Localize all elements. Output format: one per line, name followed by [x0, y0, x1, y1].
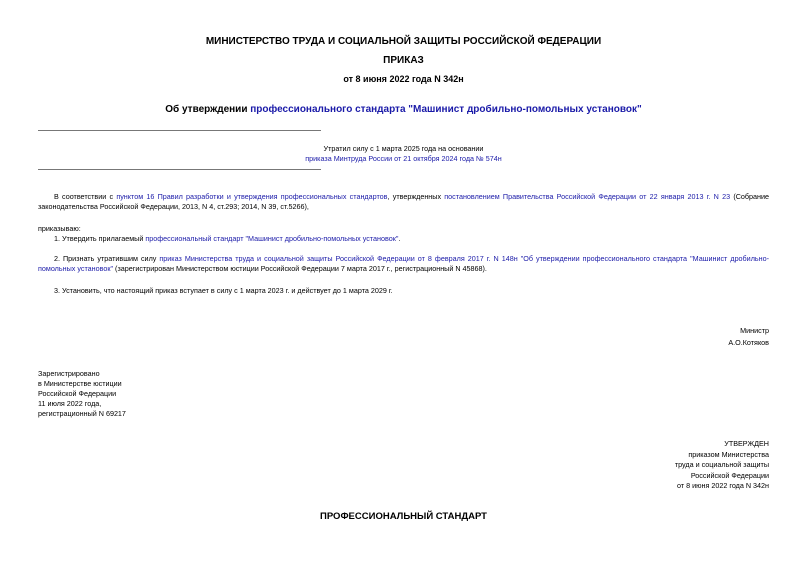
- approved-line-2: приказом Министерства: [688, 449, 769, 459]
- order-item-2: [38, 254, 769, 274]
- registration-line-2: в Министерстве юстиции: [38, 379, 122, 388]
- item2-text-2: (зарегистрирован Министерством юстиции Российской Федерации 7 марта 2017 г., регистрационный N 45868).: [113, 264, 487, 273]
- registration-line-3: Российской Федерации: [38, 389, 117, 398]
- approved-line-4: Российской Федерации: [690, 470, 769, 480]
- standard-heading: ПРОФЕССИОНАЛЬНЫЙ СТАНДАРТ: [320, 511, 487, 522]
- preamble-text-2: , утвержденных: [387, 192, 445, 201]
- preamble-text-3: (Собрание законодательства Российской Федерации, 2013, N 4, ст.293; 2014, N 39, ст.5266),: [38, 192, 769, 211]
- signature-block: [728, 325, 769, 348]
- order-word: приказываю:: [38, 224, 81, 233]
- item2-text-1: 2. Признать утратившим силу: [54, 254, 160, 263]
- registration-line-4: 11 июля 2022 года,: [38, 399, 102, 408]
- registration-line-5: регистрационный N 69217: [38, 409, 126, 418]
- item1-text-1: 1. Утвердить прилагаемый: [54, 234, 146, 243]
- item2-order-link[interactable]: приказ Министерства труда и социальной защиты Российской Федерации от 8 февраля 2017 г. N 148н "Об утверждении профессионального стандарта "Машинист дробильно-помольных установок": [38, 254, 769, 273]
- expired-note-link[interactable]: приказа Минтруда России от 21 октября 2024 года № 574н: [305, 154, 502, 163]
- doc-title-prefix: Об утверждении: [165, 104, 251, 115]
- item1-text-2: .: [398, 234, 401, 243]
- item1-standard-link[interactable]: профессиональный стандарт "Машинист дробильно-помольных установок": [145, 234, 399, 243]
- approved-line-5: от 8 июня 2022 года N 342н: [676, 481, 769, 490]
- preamble-paragraph: [38, 192, 769, 212]
- preamble-link-rules[interactable]: пунктом 16 Правил разработки и утверждения профессиональных стандартов: [116, 192, 388, 201]
- approved-line-3: труда и социальной защиты: [674, 460, 769, 469]
- order-item-3: 3. Установить, что настоящий приказ вступает в силу с 1 марта 2023 г. и действует до 1 марта 2029 г.: [54, 286, 393, 295]
- divider-bottom: [38, 169, 321, 170]
- doc-title-link[interactable]: профессионального стандарта "Машинист дробильно-помольных установок": [250, 104, 642, 115]
- order-item-1: [38, 234, 769, 244]
- registration-line-1: Зарегистрировано: [38, 369, 100, 378]
- registration-block: [38, 369, 126, 419]
- approved-line-1: УТВЕРЖДЕН: [724, 439, 769, 448]
- doc-type-heading: ПРИКАЗ: [383, 55, 424, 66]
- divider-top: [38, 130, 321, 131]
- expired-note-line1: Утратил силу с 1 марта 2025 года на основании: [323, 144, 484, 153]
- signature-name: А.О.Котяков: [728, 337, 769, 347]
- preamble-link-decree[interactable]: постановлением Правительства Российской Федерации от 22 января 2013 г. N 23: [444, 192, 731, 201]
- doc-title: [0, 104, 807, 115]
- preamble-text-1: В соответствии с: [54, 192, 117, 201]
- signature-position: Министр: [740, 326, 769, 335]
- approved-block: [675, 439, 769, 492]
- ministry-heading: МИНИСТЕРСТВО ТРУДА И СОЦИАЛЬНОЙ ЗАЩИТЫ РОССИЙСКОЙ ФЕДЕРАЦИИ: [205, 36, 602, 47]
- doc-date: от 8 июня 2022 года N 342н: [343, 74, 464, 84]
